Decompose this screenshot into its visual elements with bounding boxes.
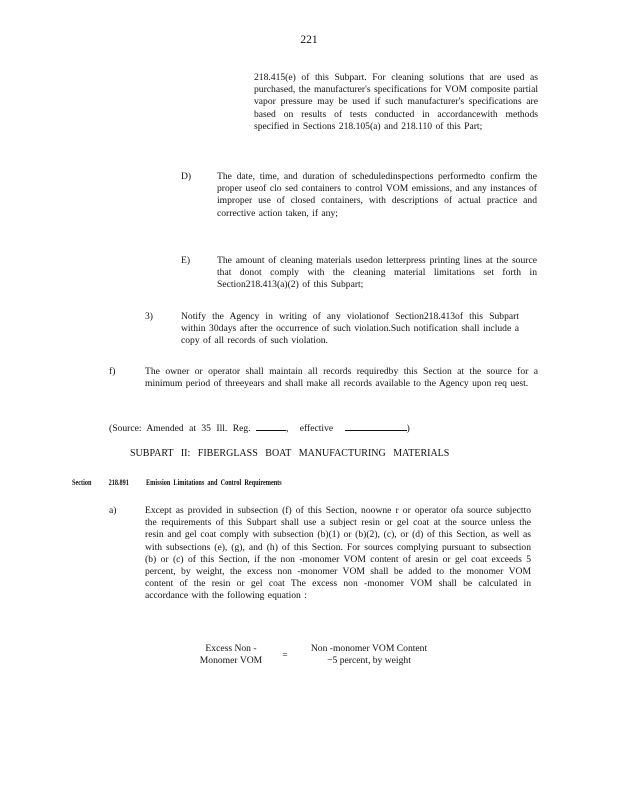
formula-lhs-line1: Excess Non - [205,643,257,654]
item-f-label: f) [109,366,116,377]
formula-lhs [186,643,276,667]
section-number: 218.891 [108,478,129,487]
item-3-label: 3) [145,311,153,322]
item-e-label: E) [181,255,191,266]
item-d-text: The date, time, and duration of scheduledinspections performedto confirm the proper useof clo sed containers to control VOM emissions, and any instances of improper use of closed containers, with descriptions of actual practice and corrective action taken, if any; [217,171,537,219]
item-a-text: Except as provided in subsection (f) of this Section, noowne r or operator ofa source subjectto the requirements of this Subpart shall use a subject resin or gel coat at the source unless the resin and gel coat comply with subsection (b)(1) or (b)(2), (c), or (d) of this Section, as well as with subsections (e), (g), and (h) of this Section. For sources complying pursuant to subsection (b) or (c) of this Section, if the non -monomer VOM content of aresin or gel coat exceeds 5 percent, by weight, the excess non -monomer VOM shall be added to the monomer VOM content of the resin or gel coat The excess non -monomer VOM shall be calculated in accordance with the following equation : [145,505,531,602]
section-word: Section [72,478,92,487]
formula-lhs-line2: Monomer VOM [199,655,263,667]
subpart-heading: SUBPART II: FIBERGLASS BOAT MANUFACTURING MATERIALS [130,448,450,459]
item-f-text: The owner or operator shall maintain all records requiredby this Section at the source for a minimum period of threeyears and shall make all records available to the Agency upon req uest. [145,366,538,390]
source-effective: effective [299,423,334,434]
source-comma: , [285,423,289,434]
item-e-text: The amount of cleaning materials usedon letterpress printing lines at the source that donot comply with the cleaning material limitations set forth in Section218.413(a)(2) of this Subpart; [217,255,537,291]
page-number: 221 [300,34,318,46]
source-prefix: (Source: Amended at 35 Ill. Reg. [109,423,251,434]
formula-rhs [294,643,444,667]
source-note [109,421,410,435]
formula-rhs-line2: −5 percent, by weight [327,655,411,667]
continued-paragraph: 218.415(e) of this Subpart. For cleaning solutions that are used as purchased, the manufacturer's specifications for VOM composite partial vapor pressure may be used if such manufacturer's specifications are based on results of tests conducted in accordancewith methods specified in Sections 218.105(a) and 218.110 of this Part; [254,72,538,132]
formula-rhs-line1: Non -monomer VOM Content [310,643,428,654]
item-a-label: a) [109,505,117,516]
formula-equals: = [282,650,288,661]
effective-date-blank [345,421,407,431]
source-close: ) [406,423,410,434]
item-3-text: Notify the Agency in writing of any violationof Section218.413of this Subpart within 30days after the occurrence of such violation.Such notification shall include a copy of all records of such violation. [181,311,519,347]
section-heading [72,478,296,487]
item-d-label: D) [181,171,192,182]
register-page-blank [256,421,286,431]
section-title: Emission Limitations and Control Requirements [146,478,282,487]
